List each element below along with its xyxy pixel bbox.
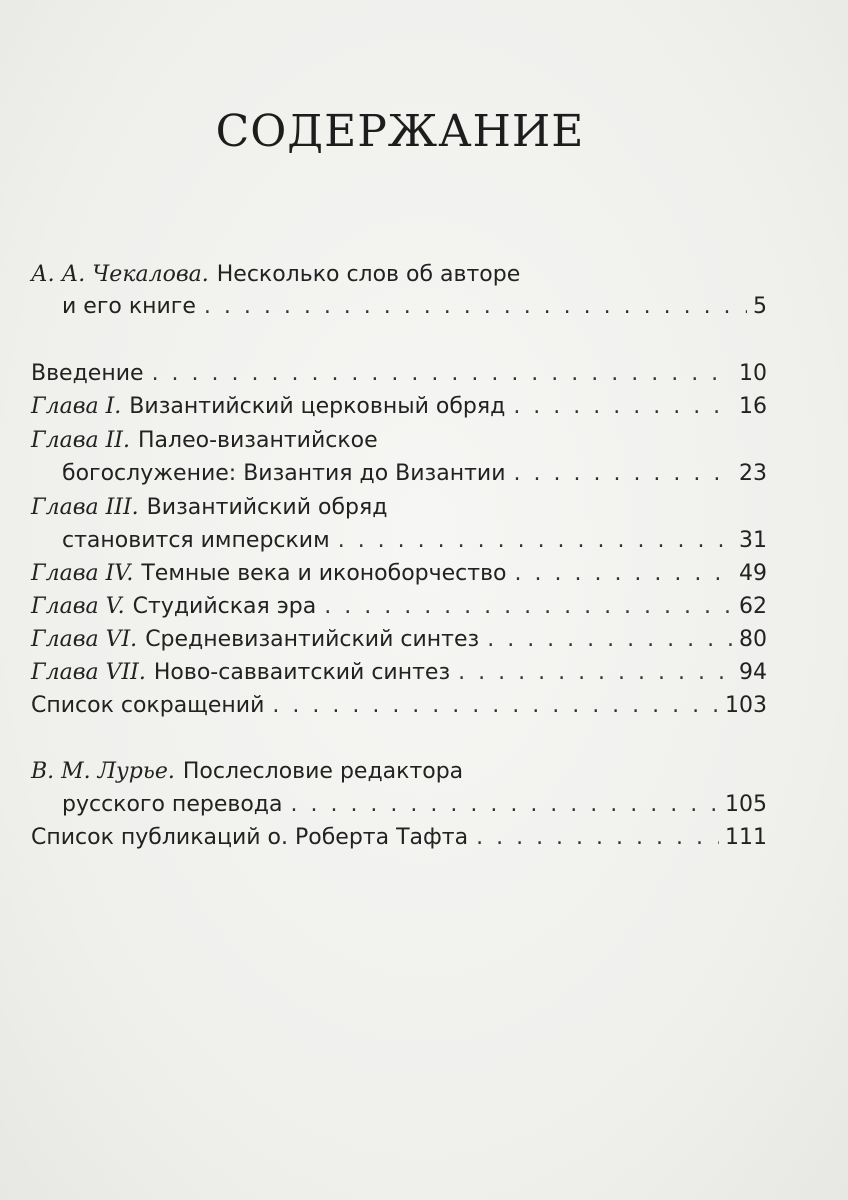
toc-entry-introduction <box>31 361 767 391</box>
toc-entry-text: Список сокращений <box>31 693 265 718</box>
toc-leader-dots <box>204 294 747 319</box>
toc-chapter-label: Глава I. <box>31 394 122 419</box>
toc-entry-chapter-5 <box>31 594 767 624</box>
toc-entry-text: Послесловие редактора <box>182 759 464 784</box>
toc-chapter-label: Глава II. <box>31 428 130 453</box>
toc-page-number: 31 <box>739 528 767 553</box>
toc-chapter-label: Глава VI. <box>31 627 138 652</box>
toc-author: А. А. Чекалова. <box>31 262 209 287</box>
toc-entry-chapter-4 <box>31 561 767 591</box>
toc-leader-dots <box>272 693 719 718</box>
toc-leader-dots <box>515 561 733 586</box>
toc-entry-text: и его книге <box>62 294 196 319</box>
toc-page-number: 80 <box>739 627 767 652</box>
toc-entry-text: Палео-византийское <box>137 428 378 453</box>
toc-chapter-label: Глава III. <box>31 495 139 520</box>
toc-leader-dots <box>324 594 733 619</box>
toc-leader-dots <box>513 394 733 419</box>
toc-page-number: 5 <box>753 294 767 319</box>
toc-entry-chapter-2-line2 <box>31 461 767 491</box>
toc-entry-text: Студийская эра <box>132 594 317 619</box>
toc-entry-text: становится имперским <box>62 528 330 553</box>
toc-leader-dots <box>514 461 733 486</box>
toc-entry-afterword-line2 <box>31 792 767 822</box>
toc-page-number: 10 <box>739 361 767 386</box>
toc-entry-abbreviations <box>31 693 767 723</box>
toc-leader-dots <box>487 627 733 652</box>
toc-page-number: 16 <box>739 394 767 419</box>
toc-entry-text: Темные века и иконоборчество <box>141 561 507 586</box>
toc-chapter-label: Глава V. <box>31 594 125 619</box>
toc-page-number: 103 <box>725 693 767 718</box>
toc-page-number: 94 <box>739 660 767 685</box>
toc-page-number: 111 <box>725 825 767 850</box>
toc-entry-chapter-3-line2 <box>31 528 767 558</box>
toc-entry-foreword-line1 <box>31 262 767 292</box>
toc-page-number: 23 <box>739 461 767 486</box>
toc-entry-chapter-3-line1 <box>31 495 767 525</box>
toc-entry-text: Средневизантийский синтез <box>145 627 480 652</box>
toc-entry-chapter-1 <box>31 394 767 424</box>
toc-entry-foreword-line2 <box>31 294 767 324</box>
page-title: СОДЕРЖАНИЕ <box>215 106 585 157</box>
toc-chapter-label: Глава IV. <box>31 561 134 586</box>
toc-leader-dots <box>338 528 733 553</box>
toc-page-number: 62 <box>739 594 767 619</box>
toc-leader-dots <box>458 660 733 685</box>
toc-entry-text: Ново-савваитский синтез <box>153 660 451 685</box>
toc-entry-text: Список публикаций о. Роберта Тафта <box>31 825 469 850</box>
toc-entry-publications <box>31 825 767 855</box>
toc-leader-dots <box>290 792 719 817</box>
toc-chapter-label: Глава VII. <box>31 660 146 685</box>
toc-entry-chapter-7 <box>31 660 767 690</box>
toc-entry-text: Введение <box>31 361 144 386</box>
toc-page-number: 105 <box>725 792 767 817</box>
toc-entry-afterword-line1 <box>31 759 767 789</box>
toc-leader-dots <box>152 361 733 386</box>
toc-entry-text: Византийский церковный обряд <box>129 394 506 419</box>
toc-entry-chapter-6 <box>31 627 767 657</box>
toc-entry-text: Несколько слов об авторе <box>216 262 521 287</box>
toc-entry-chapter-2-line1 <box>31 428 767 458</box>
toc-author: В. М. Лурье. <box>31 759 175 784</box>
toc-page-number: 49 <box>739 561 767 586</box>
toc-entry-text: русского перевода <box>62 792 283 817</box>
toc-leader-dots <box>476 825 719 850</box>
toc-entry-text: богослужение: Византия до Византии <box>62 461 506 486</box>
toc-entry-text: Византийский обряд <box>146 495 388 520</box>
